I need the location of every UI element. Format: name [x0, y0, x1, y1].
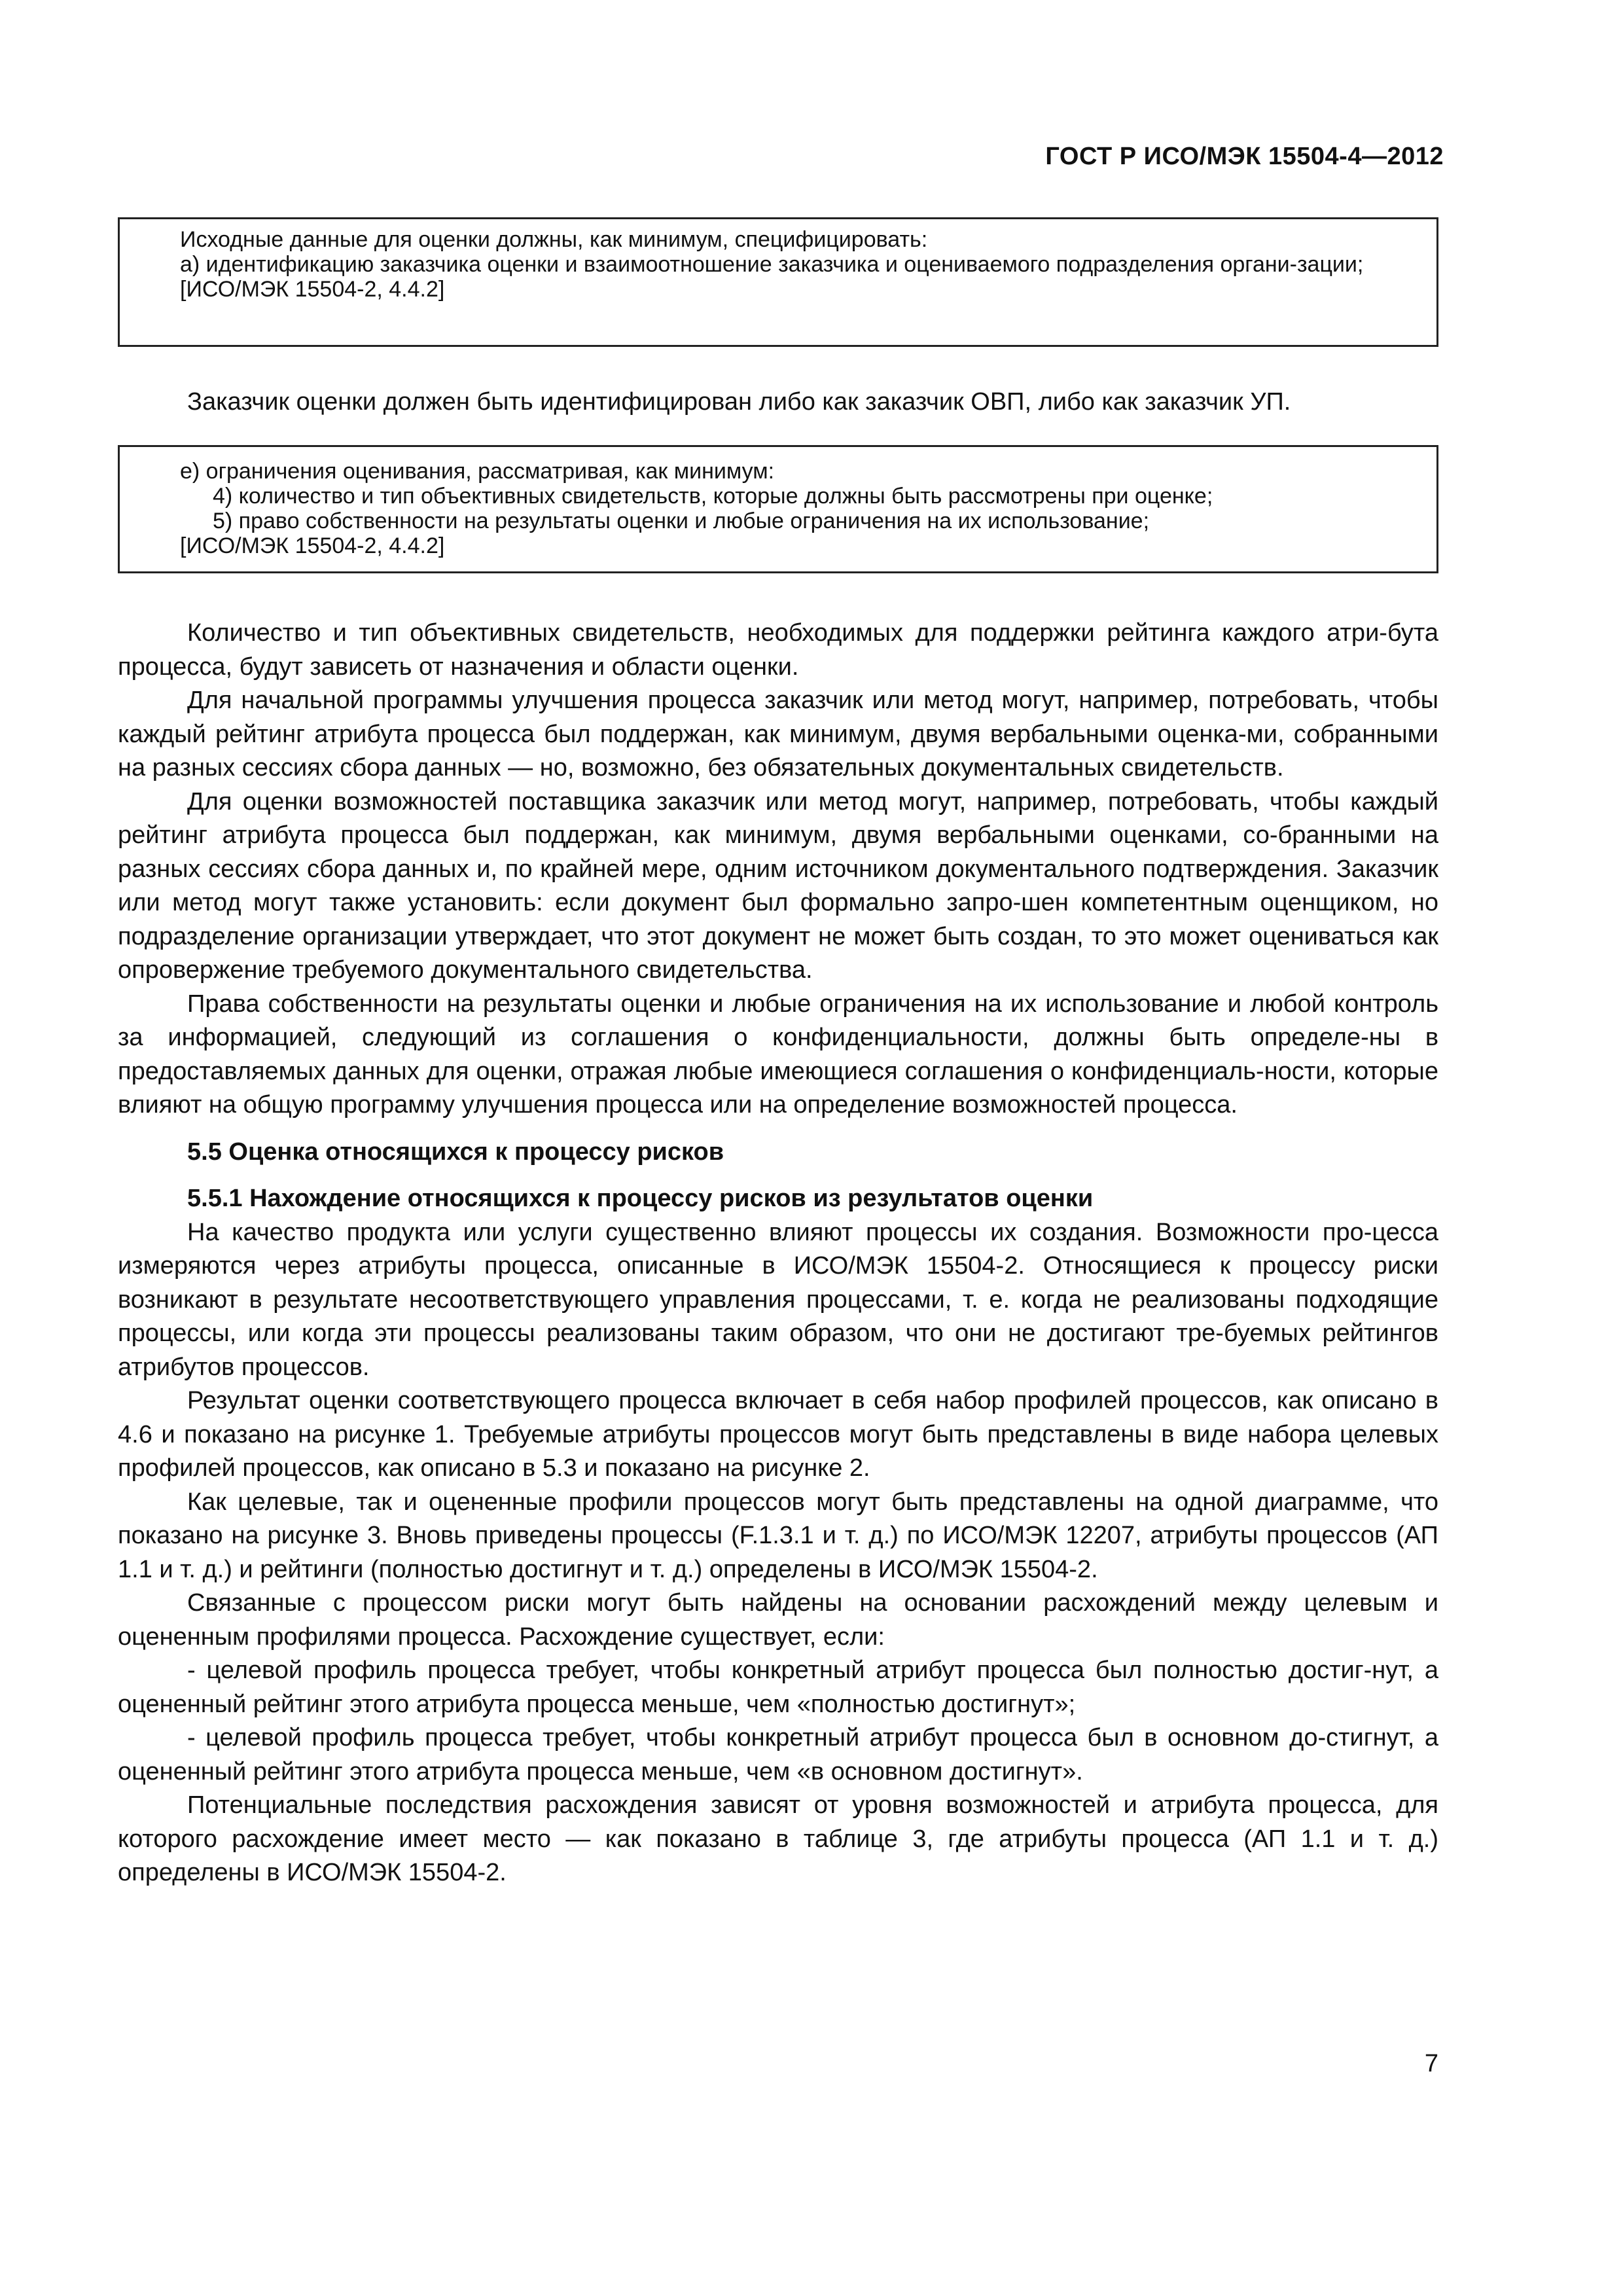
paragraph: На качество продукта или услуги существенно влияют процессы их создания. Возможности про-цесса измеряются через атрибуты процесса, описанные в ИСО/МЭК 15504-2. Относящиеся к процессу риски возникают в результате несоответствующего управления процессами, т. е. когда не реализованы подходящие процессы, или когда эти процессы реализованы таким образом, что они не достигают тре-буемых рейтингов атрибутов процессов. — [118, 1218, 1438, 1381]
paragraph: Права собственности на результаты оценки и любые ограничения на их использование и любой контроль за информацией, следующий из соглашения о конфиденциальности, должны быть определе-ны в предоставляемых данных для оценки, отражая любые имеющиеся соглашения о конфиденциаль-ности, которые влияют на общую программу улучшения процесса или на определение возможностей процесса. — [118, 990, 1438, 1119]
page-number: 7 — [1424, 2050, 1438, 2077]
quote-box-constraints — [118, 445, 1438, 573]
list-item: - целевой профиль процесса требует, чтобы конкретный атрибут процесса был в основном до-стигнут, а оцененный рейтинг этого атрибута процесса меньше, чем «в основном достигнут». — [118, 1724, 1438, 1785]
paragraph: Для начальной программы улучшения процесса заказчик или метод могут, например, потребовать, чтобы каждый рейтинг атрибута процесса был поддержан, как минимум, двумя вербальными оценка-ми, собранными на разных сессиях сбора данных — но, возможно, без обязательных документальных свидетельств. — [118, 687, 1438, 781]
document-header: ГОСТ Р ИСО/МЭК 15504-4—2012 — [1045, 143, 1444, 170]
paragraph: Как целевые, так и оцененные профили процессов могут быть представлены на одной диаграмме, что показано на рисунке 3. Вновь приведены процессы (F.1.3.1 и т. д.) по ИСО/МЭК 12207, атрибуты процессов (АП 1.1 и т. д.) и рейтинги (полностью достигнут и т. д.) определены в ИСО/МЭК 15504-2. — [118, 1488, 1438, 1583]
paragraph: Количество и тип объективных свидетельств, необходимых для поддержки рейтинга каждого атри-бута процесса, будут зависеть от назначения и области оценки. — [118, 619, 1438, 681]
quote-line: a) идентификацию заказчика оценки и взаимоотношение заказчика и оцениваемого подразделения органи-зации; — [180, 252, 1364, 277]
paragraph: Связанные с процессом риски могут быть найдены на основании расхождений между целевым и оцененным профилями процесса. Расхождение существует, если: — [118, 1589, 1438, 1651]
quote-reference: [ИСО/МЭК 15504-2, 4.4.2] — [180, 277, 445, 302]
quote-line: 4) количество и тип объективных свидетельств, которые должны быть рассмотрены при оценке; — [213, 484, 1213, 509]
paragraph: Для оценки возможностей поставщика заказчик или метод могут, например, потребовать, чтобы каждый рейтинг атрибута процесса был поддержан, как минимум, двумя вербальными оценками, со-бранными на разных сессиях сбора данных и, по крайней мере, одним источником документального подтверждения. Заказчик или метод могут также установить: если документ был формально запро-шен компетентным оценщиком, но подразделение организации утверждает, что этот документ не может быть создан, то это может оцениваться как опровержение требуемого документального свидетельства. — [118, 787, 1438, 984]
list-item: - целевой профиль процесса требует, чтобы конкретный атрибут процесса был полностью достиг-нут, а оцененный рейтинг этого атрибута процесса меньше, чем «полностью достигнут»; — [118, 1657, 1438, 1718]
paragraph: Потенциальные последствия расхождения зависят от уровня возможностей и атрибута процесса, для которого расхождение имеет место — как показано в таблице 3, где атрибуты процесса (АП 1.1 и т. д.) определены в ИСО/МЭК 15504-2. — [118, 1791, 1438, 1886]
customer-note: Заказчик оценки должен быть идентифицирован либо как заказчик ОВП, либо как заказчик УП. — [187, 388, 1291, 416]
quote-line: Исходные данные для оценки должны, как минимум, специфицировать: — [180, 227, 928, 252]
quote-box-requirements — [118, 217, 1438, 347]
quote-line: 5) право собственности на результаты оценки и любые ограничения на их использование; — [213, 509, 1150, 533]
subsection-heading: 5.5.1 Нахождение относящихся к процессу рисков из результатов оценки — [187, 1185, 1094, 1212]
quote-line: e) ограничения оценивания, рассматривая, как минимум: — [180, 459, 775, 484]
section-heading: 5.5 Оценка относящихся к процессу рисков — [187, 1138, 724, 1166]
quote-reference: [ИСО/МЭК 15504-2, 4.4.2] — [180, 533, 445, 558]
paragraph: Результат оценки соответствующего процесса включает в себя набор профилей процессов, как описано в 4.6 и показано на рисунке 1. Требуемые атрибуты процессов могут быть представлены в виде набора целевых профилей процессов, как описано в 5.3 и показано на рисунке 2. — [118, 1387, 1438, 1482]
body-text — [118, 617, 1438, 1890]
